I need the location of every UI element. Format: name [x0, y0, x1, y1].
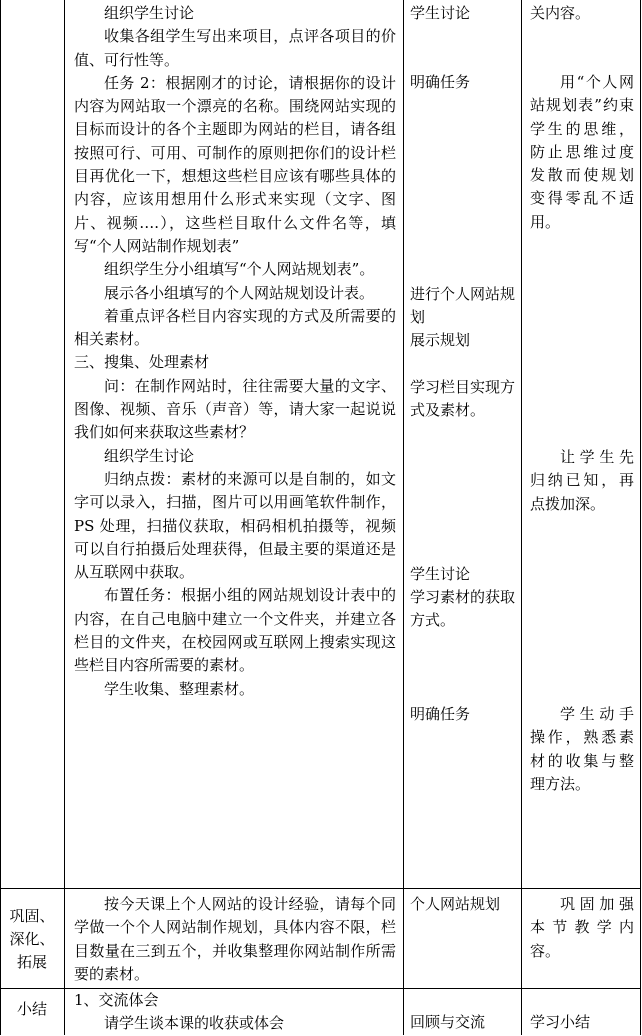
design-intent-item: 让学生先归纳已知，再点拨加深。	[530, 448, 634, 513]
student-activity-item: 明确任务	[410, 705, 471, 723]
consolidate-student-activity: 个人网站规划	[410, 895, 501, 913]
content-paragraph: 展示各小组填写的个人网站规划设计表。	[104, 283, 375, 302]
teaching-content-cell	[74, 2, 396, 701]
column-divider-2	[403, 0, 404, 1035]
summary-item: 1、交流体会	[74, 991, 159, 1009]
row-divider-1	[0, 888, 641, 889]
content-paragraph: 学生收集、整理素材。	[104, 679, 255, 698]
content-paragraph: 归纳点拨：素材的来源可以是自制的，如文字可以录入，扫描，图片可以用画笔软件制作，PS 处理，扫描仪获取，相码相机拍摄等，视频可以自行拍摄后处理获得，但最主要的渠道还是从互联网中获取。	[74, 469, 396, 582]
content-paragraph: 任务 2：根据刚才的讨论，请根据你的设计内容为网站取一个漂亮的名称。围绕网站实现的目标而设计的各个主题即为网站的栏目，请各组按照可行、可用、可制作的原则把你们的设计栏目再优化一下，想想这些栏目应该有哪些具体的内容，应该用想用什么形式来实现（文字、图片、视频….），这些栏目取什么文件名等，填写“个人网站制作规划表”	[74, 73, 396, 255]
content-paragraph: 问：在制作网站时，往往需要大量的文字、图像、视频、音乐（声音）等，请大家一起说说我们如何来获取这些素材？	[74, 376, 396, 442]
consolidate-content: 按今天课上个人网站的设计经验，请每个同学做一个个人网站制作规划，具体内容不限，栏目数量在三到五个，并收集整理你网站制作所需要的素材。	[74, 895, 396, 983]
design-intent-item: 学生动手操作，熟悉素材的收集与整理方法。	[530, 705, 634, 793]
summary-student-activity: 回顾与交流	[410, 1013, 486, 1031]
summary-item: 请学生谈本课的收获或体会	[104, 1014, 285, 1033]
content-paragraph: 组织学生讨论	[104, 446, 195, 465]
table-border-right	[640, 0, 641, 1035]
section-heading: 三、搜集、处理素材	[74, 353, 210, 372]
summary-design-intent: 学习小结	[530, 1013, 591, 1031]
student-activity-item: 学习栏目实现方式及素材。	[410, 378, 516, 420]
column-divider-1	[64, 0, 65, 1035]
student-activity-item: 学习素材的获取方式。	[410, 588, 516, 630]
content-paragraph: 组织学生讨论	[104, 4, 195, 22]
column-divider-3	[521, 0, 522, 1035]
consolidate-row-label: 巩固、深化、拓展	[9, 907, 55, 971]
content-paragraph: 布置任务：根据小组的网站规划设计表中的内容，在自己电脑中建立一个文件夹，并建立各栏目的文件夹，在校园网或互联网上搜索实现这些栏目内容所需要的素材。	[74, 586, 396, 675]
design-intent-item: 用“个人网站规划表”约束学生的思维，防止思维过度发散而使规划变得零乱不适用。	[530, 73, 634, 231]
design-intent-item: 关内容。	[530, 4, 591, 22]
summary-row-label: 小结	[16, 1000, 47, 1018]
table-border-left	[0, 0, 1, 1035]
content-paragraph: 组织学生分小组填写“个人网站规划表”。	[104, 260, 375, 279]
content-paragraph: 收集各组学生写出来项目，点评各项目的价值、可行性等。	[74, 27, 396, 69]
summary-content	[74, 989, 396, 1036]
student-activity-item: 学生讨论	[410, 565, 471, 583]
student-activity-item: 学生讨论	[410, 4, 471, 22]
student-activity-item: 展示规划	[410, 331, 471, 349]
student-activity-item: 进行个人网站规划	[410, 285, 516, 327]
consolidate-design-intent: 巩固加强本节教学内容。	[530, 895, 634, 960]
content-paragraph: 着重点评各栏目内容实现的方式及所需要的相关素材。	[74, 306, 396, 349]
student-activity-item: 明确任务	[410, 73, 471, 91]
